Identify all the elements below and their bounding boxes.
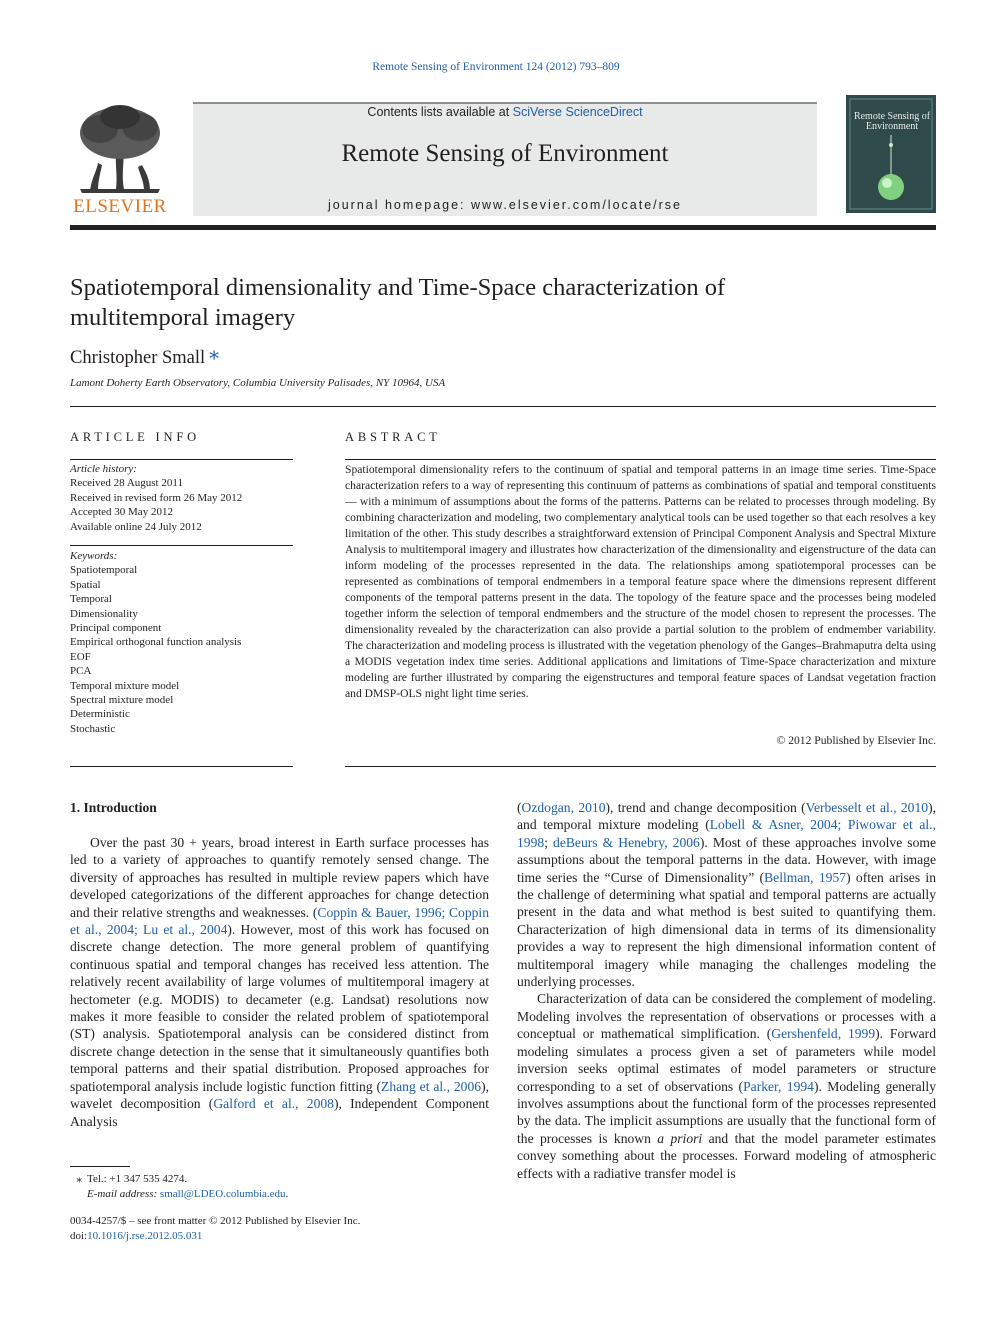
email-label: E-mail address: [87, 1188, 158, 1200]
article-title [70, 273, 930, 333]
contents-prefix: Contents lists available at [367, 105, 513, 119]
italic-text: a priori [657, 1130, 703, 1146]
abstract-heading: ABSTRACT [345, 430, 441, 444]
keywords-rule [70, 545, 293, 546]
history-received: Received 28 August 2011 [70, 477, 183, 490]
left-column-text [70, 834, 489, 1130]
citation-link[interactable]: deBeurs & Henebry, 2006 [553, 834, 700, 850]
email-end: . [285, 1188, 289, 1200]
doi-label: doi: [70, 1229, 88, 1242]
journal-title: Remote Sensing of Environment [341, 140, 669, 167]
doi-line [70, 1229, 360, 1244]
author-line [70, 344, 219, 369]
article-info-heading: ARTICLE INFO [70, 430, 200, 444]
abstract-copyright: © 2012 Published by Elsevier Inc. [776, 734, 936, 747]
journal-citation[interactable]: Remote Sensing of Environment 124 (2012) 793–809 [372, 61, 620, 73]
citation-link[interactable]: Parker, 1994 [743, 1078, 814, 1094]
article-title-line-1: Spatiotemporal dimensionality and Time-Space characterization of [70, 274, 726, 301]
keyword: Principal component [70, 622, 162, 635]
front-matter [70, 1214, 360, 1243]
citation-link[interactable]: Lobell & Asner, 2004; Piwowar et al., 1998 [517, 817, 936, 850]
footnote-rule [70, 1166, 130, 1167]
keyword: Temporal [70, 593, 112, 606]
cover-title: Remote Sensing of Environment [853, 111, 931, 132]
abstract-rule [345, 459, 936, 460]
contents-line [193, 105, 817, 119]
abstract-bottom-rule [345, 766, 936, 767]
citation-link[interactable]: Bellman, 1957 [764, 869, 847, 885]
citation-link[interactable]: Galford et al., 2008 [213, 1096, 334, 1112]
keyword: Spatial [70, 578, 101, 591]
citation-link[interactable]: Zhang et al., 2006 [381, 1078, 482, 1094]
history-accepted: Accepted 30 May 2012 [70, 506, 173, 519]
abstract-text: Spatiotemporal dimensionality refers to the continuum of spatial and temporal patterns in an image time series. Time-Space characterization refers to a way of representing this continuum of patterns as combinations of spatial and temporal constituents — with a minimum of assumptions about the forms of the patterns. Patterns can be related to processes through modeling. By combining characterization and modeling, two complementary analytical tools can be used together so that each resolves a key limitation of the other. This study describes a straightforward extension of Principal Component Analysis and Spectral Mixture Analysis to multitemporal imagery and illustrates how characterization of the dimensionality and eigenstructure of the data can inform modeling of the processes represented in the data. The relationships among spatiotemporal processes can be represented as combinations of temporal endmembers in a temporal feature space where the dimensions represent different components of the temporal patterns present in the data. The topology of the feature space and the processes being modeled together inform the selection of temporal endmembers and the structure of the model chosen to represent the processes. The dimensionality revealed by the characterization can also provide a partial solution to the problem of endmember variability. The characterization and modeling process is illustrated with the vegetation phenology of the Ganges–Brahmaputra delta using a MODIS vegetation index time series. Additional applications and limitations of Time-Space characterization and mixture modeling are further illustrated by comparing the eigenstructures and temporal feature spaces of Landsat vegetation fraction and DMSP-OLS night light time series. [345, 463, 936, 700]
keywords-label: Keywords: [70, 550, 118, 562]
paragraph: Over the past 30 + years, broad interest in Earth surface processes has led to a variety of approaches to quantify remotely sensed change. The diversity of approaches has resulted in multiple review papers which have developed categorizations of the different approaches for change detection and their relative strengths and weaknesses. (Coppin & Bauer, 1996; Coppin et al., 2004; Lu et al., 2004). However, most of this work has focused on discrete change detection. The more general problem of quantifying continuous spatial and temporal changes has received less attention. The relatively recent availability of large volumes of multitemporal imagery at hectometer (e.g. MODIS) to decameter (e.g. Landsat) resolutions now makes it more feasible to consider the related problem of spatiotemporal (ST) analysis. Spatiotemporal analysis can be considered distinct from discrete change detection in the sense that it simultaneously quantifies both temporal patterns and their spatial distribution. Proposed approaches for spatiotemporal analysis include logistic function fitting (Zhang et al., 2006), wavelet decomposition (Galford et al., 2008), Independent Component Analysis [70, 835, 490, 1129]
history-label: Article history: [70, 463, 137, 475]
citation-link[interactable]: Coppin & Bauer, 1996; Coppin et al., 2004; Lu et al., 2004 [70, 904, 489, 938]
article-info-rule [70, 459, 293, 460]
footnote-tel: Tel.: +1 347 535 4274. [87, 1173, 188, 1185]
author-affiliation: Lamont Doherty Earth Observatory, Columbia University Palisades, NY 10964, USA [70, 377, 446, 389]
right-column-text [517, 799, 936, 1182]
keyword: Spectral mixture model [70, 694, 174, 707]
email-link[interactable]: small@LDEO.columbia.edu [159, 1188, 286, 1200]
paragraph: (Ozdogan, 2010), trend and change decomposition (Verbesselt et al., 2010), and temporal mixture modeling (Lobell & Asner, 2004; Piwowar et al., 1998; deBeurs & Henebry, 2006). Most of these approaches involve some assumptions about the temporal patterns in the data. However, with image time series the “Curse of Dimensionality” (Bellman, 1957) often arises in the challenge of determining what spatial and temporal patterns are actually present in the data and what method is best suited to quantifying them. Characterization of high dimensional data in terms of its dimensionality provides a way to represent the high dimensional information content of multitemporal imagery while managing the challenges modeling the underlying processes. [517, 800, 937, 990]
keyword: EOF [70, 650, 91, 663]
footnote-tel-line [70, 1172, 288, 1187]
citation-link[interactable]: Ozdogan, 2010 [521, 800, 606, 815]
keyword: Temporal mixture model [70, 679, 180, 692]
paragraph: Characterization of data can be considered the complement of modeling. Modeling involves the representation of observations or processes with a conceptual or mathematical simplification. (Gershenfeld, 1999). Forward modeling simulates a process given a set of parameters while model inversion seeks optimal estimates of model parameters or structure corresponding to a set of observations (Parker, 1994). Modeling generally involves assumptions about the functional form of the processes represented by the data. The implicit assumptions are usually that the functional form of the processes is known a priori and that the model parameter estimates convey something about the processes. Forward modeling of atmospheric effects with a radiative transfer model is [517, 991, 937, 1181]
author-footnote [70, 1172, 288, 1202]
issn-line: 0034-4257/$ – see front matter © 2012 Published by Elsevier Inc. [70, 1215, 361, 1227]
article-info-bottom-rule [70, 766, 293, 767]
author-name: Christopher Small [70, 348, 206, 368]
doi-link[interactable]: 10.1016/j.rse.2012.05.031 [87, 1229, 203, 1242]
author-footnote-link[interactable]: ⁎ [209, 342, 220, 364]
article-history [70, 462, 293, 534]
citation-link[interactable]: Gershenfeld, 1999 [771, 1026, 876, 1042]
citation-link[interactable]: Verbesselt et al., 2010 [805, 800, 929, 815]
elsevier-wordmark[interactable]: ELSEVIER [73, 196, 167, 217]
keywords-list [70, 549, 293, 736]
sciencedirect-link[interactable]: SciVerse ScienceDirect [512, 105, 643, 119]
keyword: Deterministic [70, 708, 130, 721]
history-revised: Received in revised form 26 May 2012 [70, 491, 243, 504]
footnote-email-line [70, 1187, 288, 1202]
keyword: Dimensionality [70, 607, 138, 620]
history-online: Available online 24 July 2012 [70, 520, 202, 533]
footnote-mark: ⁎ [76, 1173, 82, 1185]
header-rule [70, 225, 936, 230]
article-title-line-2: multitemporal imagery [70, 304, 296, 331]
title-block-rule [70, 406, 936, 407]
section-heading-introduction: 1. Introduction [70, 800, 157, 815]
keyword: Spatiotemporal [70, 564, 138, 577]
keyword: PCA [70, 665, 92, 678]
keyword: Empirical orthogonal function analysis [70, 636, 242, 649]
journal-homepage[interactable]: journal homepage: www.elsevier.com/locate/rse [327, 198, 683, 212]
keyword: Stochastic [70, 722, 116, 735]
